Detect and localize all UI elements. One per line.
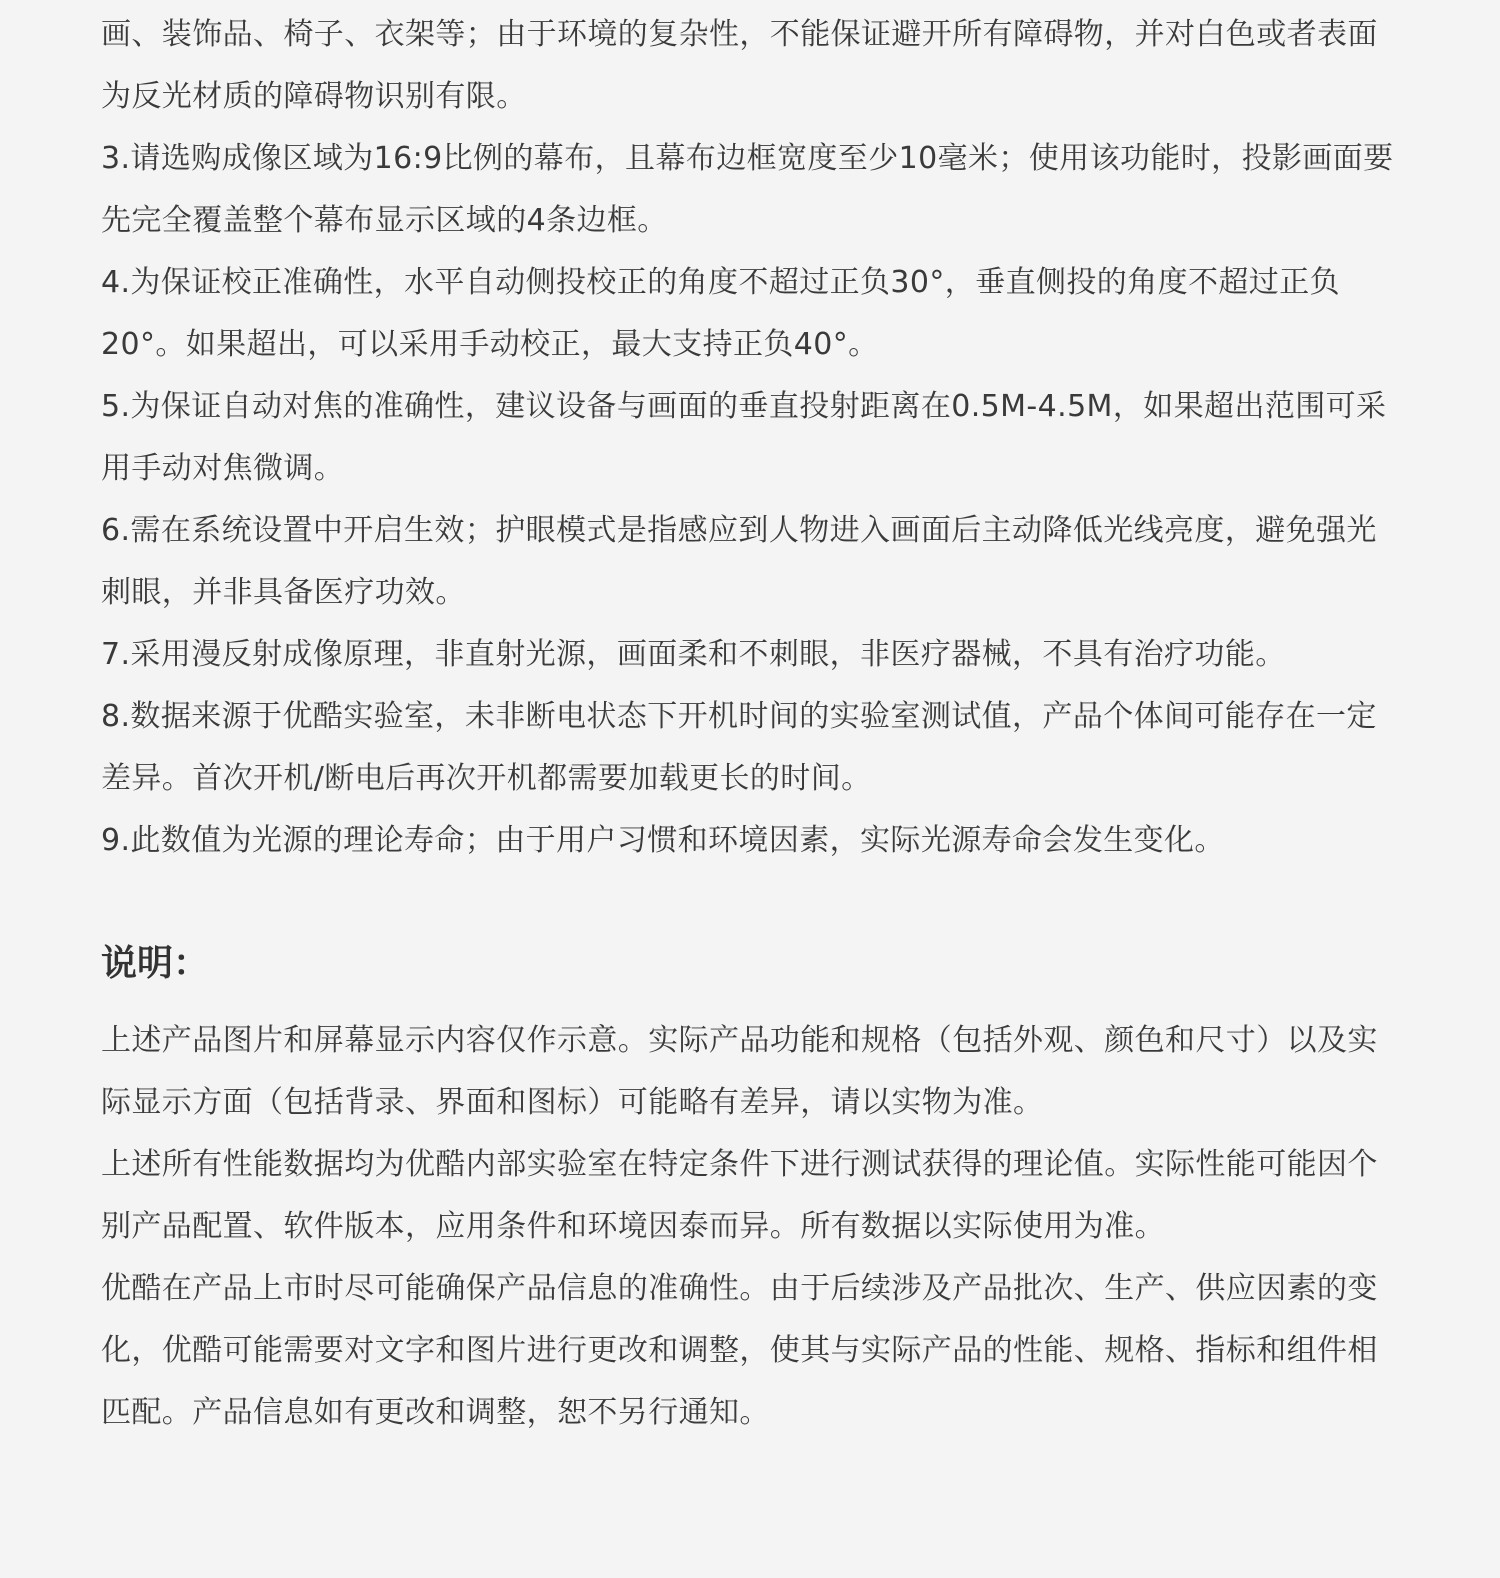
section-title: 说明： xyxy=(101,943,210,984)
footnote-item: 画、装饰品、椅子、衣架等；由于环境的复杂性，不能保证避开所有障碍物，并对白色或者表面为反光材质的障碍物识别有限。 xyxy=(101,17,1378,114)
footnote-item: 4.为保证校正准确性，水平自动侧投校正的角度不超过正负30°，垂直侧投的角度不超过正负20°。如果超出，可以采用手动校正，最大支持正负40°。 xyxy=(101,265,1340,362)
footnote-item: 7.采用漫反射成像原理，非直射光源，画面柔和不刺眼，非医疗器械，不具有治疗功能。 xyxy=(101,637,1286,672)
footnotes-list xyxy=(101,4,1400,872)
footnote-item: 5.为保证自动对焦的准确性，建议设备与画面的垂直投射距离在0.5M-4.5M，如果超出范围可采用手动对焦微调。 xyxy=(101,389,1387,486)
disclaimer-list xyxy=(101,1010,1400,1444)
footnote-item: 6.需在系统设置中开启生效；护眼模式是指感应到人物进入画面后主动降低光线亮度，避免强光刺眼，并非具备医疗功效。 xyxy=(101,513,1377,610)
disclaimer-paragraph: 上述所有性能数据均为优酷内部实验室在特定条件下进行测试获得的理论值。实际性能可能因个别产品配置、软件版本，应用条件和环境因泰而异。所有数据以实际使用为准。 xyxy=(101,1147,1378,1244)
disclaimer-paragraph: 优酷在产品上市时尽可能确保产品信息的准确性。由于后续涉及产品批次、生产、供应因素的变化，优酷可能需要对文字和图片进行更改和调整，使其与实际产品的性能、规格、指标和组件相匹配。产品信息如有更改和调整，恕不另行通知。 xyxy=(101,1271,1378,1430)
footnote-item: 8.数据来源于优酷实验室，未非断电状态下开机时间的实验室测试值，产品个体间可能存在一定差异。首次开机/断电后再次开机都需要加载更长的时间。 xyxy=(101,699,1377,796)
disclaimer-paragraph: 上述产品图片和屏幕显示内容仅作示意。实际产品功能和规格（包括外观、颜色和尺寸）以及实际显示方面（包括背录、界面和图标）可能略有差异，请以实物为准。 xyxy=(101,1023,1378,1120)
footnote-item: 9.此数值为光源的理论寿命；由于用户习惯和环境因素，实际光源寿命会发生变化。 xyxy=(101,823,1225,858)
footnote-item: 3.请选购成像区域为16:9比例的幕布，且幕布边框宽度至少10毫米；使用该功能时，投影画面要先完全覆盖整个幕布显示区域的4条边框。 xyxy=(101,141,1394,238)
